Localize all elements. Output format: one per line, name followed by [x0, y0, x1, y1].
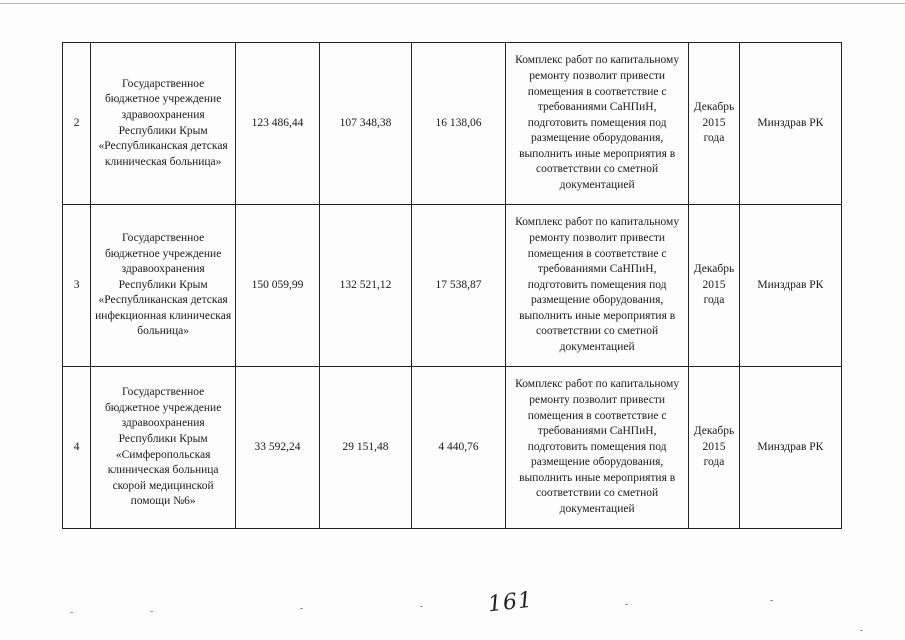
amount-part-2: 17 538,87 — [412, 205, 506, 367]
institution-name-text: Государственное бюджетное учреждение здравоохранения Республики Крым «Республиканская детская инфекционная клиническая больница» — [95, 231, 232, 338]
scan-speck — [70, 612, 73, 613]
total-amount: 123 486,44 — [235, 43, 319, 205]
institution-name-text: Государственное бюджетное учреждение здравоохранения Республики Крым «Республиканская детская клиническая больница» — [98, 77, 228, 168]
work-description — [506, 367, 689, 529]
row-number: 2 — [63, 43, 91, 205]
capital-repair-table — [62, 42, 842, 529]
work-description-text: Комплекс работ по капитальному ремонту позволит привести помещения в соответствие с требованиями СаНПиН, подготовить помещения под размещение оборудования, выполнить иные мероприятия в соответствии со сметной документацией — [515, 54, 680, 192]
total-amount: 150 059,99 — [235, 205, 319, 367]
responsible-body: Минздрав РК — [739, 43, 841, 205]
institution-name — [91, 367, 236, 529]
scan-speck — [150, 611, 153, 612]
work-description — [506, 205, 689, 367]
responsible-body: Минздрав РК — [739, 205, 841, 367]
scan-speck — [420, 606, 423, 607]
top-rule — [0, 3, 905, 4]
handwritten-page-number: 161 — [486, 587, 535, 618]
row-number: 4 — [63, 367, 91, 529]
institution-name — [91, 43, 236, 205]
deadline: Декабрь 2015 года — [689, 367, 740, 529]
work-description — [506, 43, 689, 205]
row-number: 3 — [63, 205, 91, 367]
amount-part-1: 132 521,12 — [319, 205, 411, 367]
table-row — [63, 367, 842, 529]
scan-speck — [770, 600, 773, 601]
table-row — [63, 43, 842, 205]
table-row — [63, 205, 842, 367]
total-amount: 33 592,24 — [235, 367, 319, 529]
deadline: Декабрь 2015 года — [689, 43, 740, 205]
scan-speck — [625, 604, 628, 605]
scan-speck — [300, 608, 303, 609]
amount-part-2: 16 138,06 — [412, 43, 506, 205]
responsible-body: Минздрав РК — [739, 367, 841, 529]
deadline: Декабрь 2015 года — [689, 205, 740, 367]
institution-name — [91, 205, 236, 367]
institution-name-text: Государственное бюджетное учреждение здравоохранения Республики Крым «Симферопольская клиническая больница скорой медицинской помощи №6» — [104, 386, 222, 508]
amount-part-1: 29 151,48 — [319, 367, 411, 529]
work-description-text: Комплекс работ по капитальному ремонту позволит привести помещения в соответствие с требованиями СаНПиН, подготовить помещения под размещение оборудования, выполнить иные мероприятия в соответствии со сметной документацией — [515, 216, 680, 354]
amount-part-1: 107 348,38 — [319, 43, 411, 205]
scan-speck — [860, 630, 863, 631]
amount-part-2: 4 440,76 — [412, 367, 506, 529]
work-description-text: Комплекс работ по капитальному ремонту позволит привести помещения в соответствие с требованиями СаНПиН, подготовить помещения под размещение оборудования, выполнить иные мероприятия в соответствии со сметной документацией — [515, 378, 680, 516]
